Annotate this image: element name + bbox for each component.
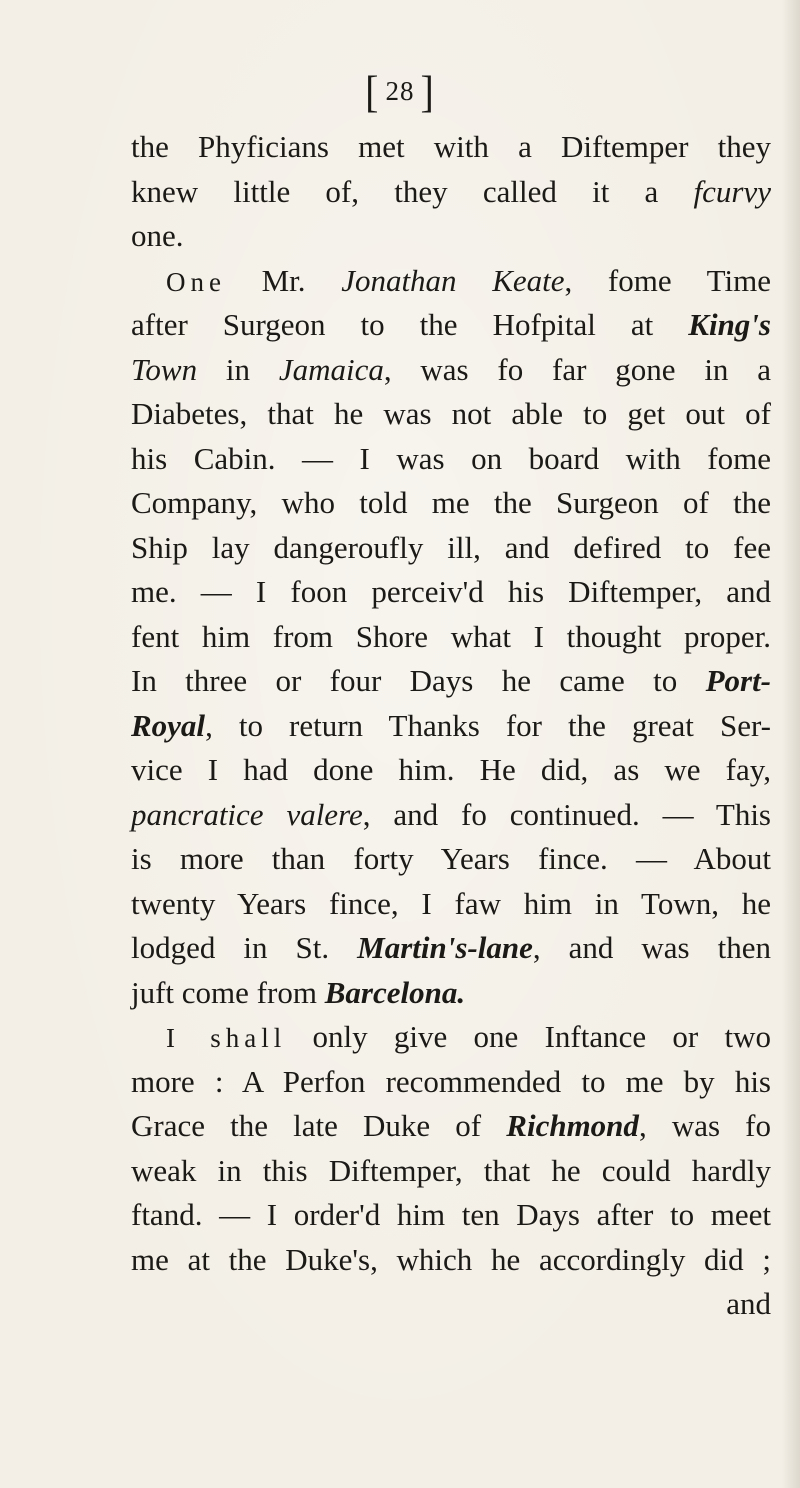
- text-line: more : A Perfon recommended to me by his: [131, 1063, 771, 1099]
- text-line: me. — I foon perceiv'd his Diftemper, and: [131, 574, 771, 609]
- page-header: [0, 68, 800, 115]
- text-line: One Mr. Jonathan Keate, fome Time: [166, 262, 772, 298]
- text-line: fent him from Shore what I thought proper.: [131, 618, 771, 654]
- text-line: knew little of, they called it a fcurvy: [131, 173, 771, 209]
- text-line: Diabetes, that he was not able to get out of: [131, 396, 771, 431]
- text-line: ftand. — I order'd him ten Days after to meet: [131, 1197, 771, 1232]
- header-bracket-close: ]: [420, 66, 435, 117]
- header-bracket-open: [: [365, 66, 380, 117]
- page-number: 28: [385, 76, 415, 106]
- text-line: I shall only give one Inftance or two: [166, 1019, 771, 1054]
- text-line: is more than forty Years fince. — About: [131, 841, 771, 876]
- text-line: Town in Jamaica, was fo far gone in a: [131, 351, 771, 387]
- body-text: [131, 125, 771, 1327]
- catchword: and: [726, 1286, 771, 1321]
- text-line: the Phyficians met with a Diftemper they: [131, 129, 771, 164]
- page-edge-shadow: [782, 0, 800, 1488]
- text-line: after Surgeon to the Hofpital at King's: [131, 307, 771, 342]
- text-line: pancratice valere, and fo continued. — This: [131, 796, 771, 832]
- text-line: one.: [131, 218, 184, 253]
- text-line: me at the Duke's, which he accordingly did ;: [131, 1241, 771, 1277]
- text-line: Ship lay dangeroufly ill, and defired to fee: [131, 529, 771, 565]
- text-line: weak in this Diftemper, that he could hardly: [131, 1152, 771, 1188]
- text-line: juft come from Barcelona.: [131, 974, 466, 1010]
- text-line: his Cabin. — I was on board with fome: [131, 440, 771, 476]
- text-line: vice I had done him. He did, as we fay,: [131, 752, 771, 787]
- text-line: lodged in St. Martin's-lane, and was then: [131, 930, 771, 965]
- text-line: Royal, to return Thanks for the great Ser-: [131, 707, 771, 743]
- text-line: In three or four Days he came to Port-: [131, 663, 771, 698]
- text-line: Company, who told me the Surgeon of the: [131, 485, 771, 520]
- text-line: Grace the late Duke of Richmond, was fo: [131, 1108, 771, 1143]
- text-line: twenty Years fince, I faw him in Town, he: [131, 885, 771, 921]
